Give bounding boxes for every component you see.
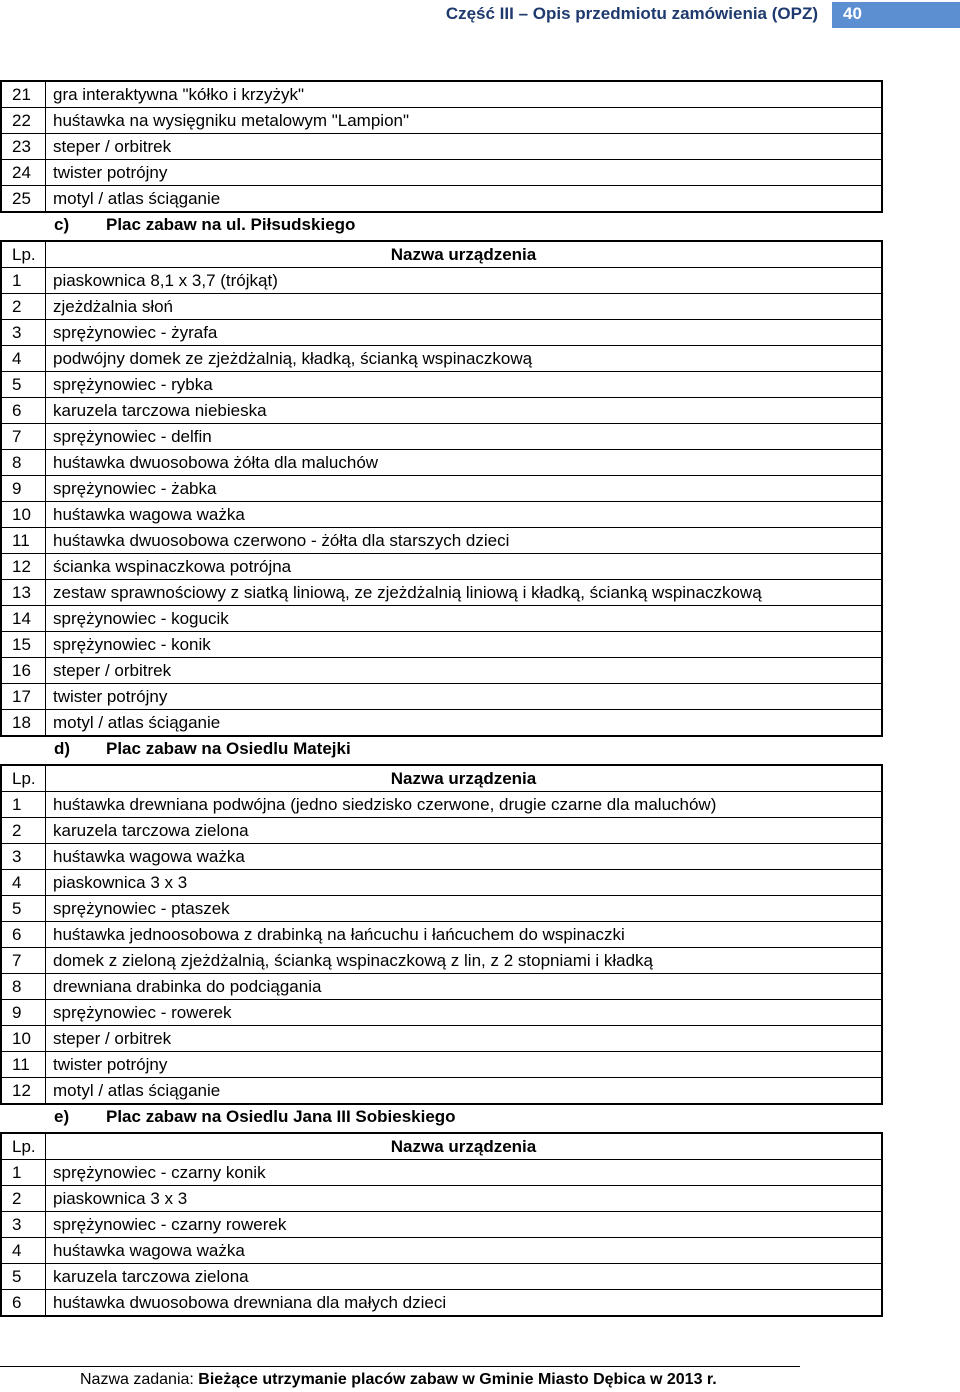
equipment-name: sprężynowiec - konik — [46, 632, 883, 658]
section-title: Plac zabaw na Osiedlu Jana III Sobieskiego — [106, 1107, 456, 1126]
equipment-name: sprężynowiec - kogucik — [46, 606, 883, 632]
table-row — [1, 1000, 882, 1026]
footer-task-name: Bieżące utrzymanie placów zabaw w Gminie Miasto Dębica w 2013 r. — [198, 1371, 717, 1388]
equipment-name: huśtawka dwuosobowa drewniana dla małych dzieci — [46, 1290, 883, 1317]
table-row — [1, 948, 882, 974]
equipment-name: twister potrójny — [46, 160, 883, 186]
equipment-name: zestaw sprawnościowy z siatką liniową, ze zjeżdżalnią liniową i kładką, ścianką wspinaczkową — [46, 580, 883, 606]
row-number: 3 — [1, 320, 46, 346]
equipment-name: piaskownica 3 x 3 — [46, 1186, 883, 1212]
table-row — [1, 1212, 882, 1238]
row-number: 15 — [1, 632, 46, 658]
section-letter: c) — [54, 215, 70, 234]
equipment-name: sprężynowiec - rybka — [46, 372, 883, 398]
page-number-box — [832, 2, 960, 28]
equipment-name: motyl / atlas ściąganie — [46, 710, 883, 737]
table-row — [1, 186, 882, 213]
table-row — [1, 134, 882, 160]
equipment-name: domek z zieloną zjeżdżalnią, ścianką wspinaczkową z lin, z 2 stopniami i kładką — [46, 948, 883, 974]
equipment-name: drewniana drabinka do podciągania — [46, 974, 883, 1000]
section-heading — [0, 1105, 883, 1132]
table-row — [1, 1264, 882, 1290]
table-row — [1, 1052, 882, 1078]
row-number: 10 — [1, 1026, 46, 1052]
row-number: 10 — [1, 502, 46, 528]
row-number: 4 — [1, 870, 46, 896]
equipment-name: sprężynowiec - ptaszek — [46, 896, 883, 922]
row-number: 9 — [1, 1000, 46, 1026]
table-header-row — [1, 1133, 882, 1160]
table-header-row — [1, 765, 882, 792]
equipment-name: huśtawka na wysięgniku metalowym "Lampion" — [46, 108, 883, 134]
row-number: 9 — [1, 476, 46, 502]
equipment-name: huśtawka dwuosobowa żółta dla maluchów — [46, 450, 883, 476]
equipment-name: karuzela tarczowa zielona — [46, 818, 883, 844]
row-number: 1 — [1, 1160, 46, 1186]
equipment-name: sprężynowiec - delfin — [46, 424, 883, 450]
table-row — [1, 870, 882, 896]
equipment-name: huśtawka dwuosobowa czerwono - żółta dla starszych dzieci — [46, 528, 883, 554]
equipment-name: steper / orbitrek — [46, 658, 883, 684]
equipment-table — [0, 80, 883, 213]
equipment-name: motyl / atlas ściąganie — [46, 186, 883, 213]
row-number: 6 — [1, 922, 46, 948]
table-row — [1, 398, 882, 424]
equipment-name: ścianka wspinaczkowa potrójna — [46, 554, 883, 580]
equipment-name: twister potrójny — [46, 684, 883, 710]
section-title: Plac zabaw na Osiedlu Matejki — [106, 739, 351, 758]
page-header — [0, 0, 960, 30]
row-number: 2 — [1, 818, 46, 844]
section-title: Plac zabaw na ul. Piłsudskiego — [106, 215, 356, 234]
row-number: 4 — [1, 346, 46, 372]
equipment-name: piaskownica 3 x 3 — [46, 870, 883, 896]
table-row — [1, 1078, 882, 1105]
row-number: 1 — [1, 792, 46, 818]
row-number: 11 — [1, 1052, 46, 1078]
table-row — [1, 346, 882, 372]
equipment-name: steper / orbitrek — [46, 1026, 883, 1052]
footer-divider — [0, 1366, 800, 1367]
row-number: 5 — [1, 896, 46, 922]
table-row — [1, 896, 882, 922]
column-header-lp: Lp. — [1, 241, 46, 268]
table-row — [1, 268, 882, 294]
table-row — [1, 450, 882, 476]
row-number: 2 — [1, 1186, 46, 1212]
equipment-name: podwójny domek ze zjeżdżalnią, kładką, ścianką wspinaczkową — [46, 346, 883, 372]
row-number: 4 — [1, 1238, 46, 1264]
row-number: 13 — [1, 580, 46, 606]
table-row — [1, 818, 882, 844]
equipment-name: huśtawka wagowa ważka — [46, 1238, 883, 1264]
equipment-table — [0, 240, 883, 737]
table-row — [1, 658, 882, 684]
equipment-name: huśtawka jednoosobowa z drabinką na łańcuchu i łańcuchem do wspinaczki — [46, 922, 883, 948]
row-number: 5 — [1, 372, 46, 398]
document-body — [0, 80, 883, 1317]
equipment-table — [0, 1132, 883, 1317]
equipment-name: huśtawka drewniana podwójna (jedno siedzisko czerwone, drugie czarne dla maluchów) — [46, 792, 883, 818]
table-row — [1, 684, 882, 710]
row-number: 3 — [1, 1212, 46, 1238]
row-number: 6 — [1, 1290, 46, 1317]
row-number: 14 — [1, 606, 46, 632]
column-header-name: Nazwa urządzenia — [46, 241, 883, 268]
equipment-name: huśtawka wagowa ważka — [46, 844, 883, 870]
row-number: 6 — [1, 398, 46, 424]
equipment-name: zjeżdżalnia słoń — [46, 294, 883, 320]
table-row — [1, 1026, 882, 1052]
row-number: 23 — [1, 134, 46, 160]
page-number: 40 — [843, 4, 862, 23]
table-row — [1, 320, 882, 346]
table-row — [1, 974, 882, 1000]
row-number: 8 — [1, 450, 46, 476]
table-row — [1, 606, 882, 632]
document-part-title: Część III – Opis przedmiotu zamówienia (OPZ) — [445, 4, 818, 23]
footer — [80, 1371, 717, 1389]
table-row — [1, 502, 882, 528]
column-header-name: Nazwa urządzenia — [46, 1133, 883, 1160]
row-number: 16 — [1, 658, 46, 684]
table-row — [1, 528, 882, 554]
equipment-name: piaskownica 8,1 x 3,7 (trójkąt) — [46, 268, 883, 294]
column-header-lp: Lp. — [1, 1133, 46, 1160]
footer-label: Nazwa zadania: — [80, 1371, 199, 1388]
row-number: 11 — [1, 528, 46, 554]
table-row — [1, 1160, 882, 1186]
row-number: 21 — [1, 81, 46, 108]
table-row — [1, 81, 882, 108]
equipment-name: karuzela tarczowa niebieska — [46, 398, 883, 424]
section-heading — [0, 737, 883, 764]
equipment-name: sprężynowiec - rowerek — [46, 1000, 883, 1026]
equipment-name: sprężynowiec - czarny konik — [46, 1160, 883, 1186]
column-header-name: Nazwa urządzenia — [46, 765, 883, 792]
table-row — [1, 1290, 882, 1317]
table-row — [1, 554, 882, 580]
equipment-name: sprężynowiec - żyrafa — [46, 320, 883, 346]
row-number: 1 — [1, 268, 46, 294]
table-row — [1, 294, 882, 320]
row-number: 18 — [1, 710, 46, 737]
table-row — [1, 160, 882, 186]
table-row — [1, 476, 882, 502]
row-number: 25 — [1, 186, 46, 213]
section-letter: e) — [54, 1107, 70, 1126]
equipment-name: karuzela tarczowa zielona — [46, 1264, 883, 1290]
row-number: 12 — [1, 1078, 46, 1105]
table-row — [1, 108, 882, 134]
table-row — [1, 922, 882, 948]
equipment-name: steper / orbitrek — [46, 134, 883, 160]
row-number: 22 — [1, 108, 46, 134]
equipment-name: gra interaktywna "kółko i krzyżyk" — [46, 81, 883, 108]
row-number: 7 — [1, 424, 46, 450]
row-number: 17 — [1, 684, 46, 710]
table-row — [1, 792, 882, 818]
table-row — [1, 580, 882, 606]
row-number: 5 — [1, 1264, 46, 1290]
row-number: 3 — [1, 844, 46, 870]
row-number: 24 — [1, 160, 46, 186]
equipment-name: sprężynowiec - czarny rowerek — [46, 1212, 883, 1238]
row-number: 12 — [1, 554, 46, 580]
table-row — [1, 372, 882, 398]
row-number: 7 — [1, 948, 46, 974]
column-header-lp: Lp. — [1, 765, 46, 792]
row-number: 2 — [1, 294, 46, 320]
table-row — [1, 632, 882, 658]
table-row — [1, 1238, 882, 1264]
table-header-row — [1, 241, 882, 268]
equipment-name: twister potrójny — [46, 1052, 883, 1078]
equipment-name: sprężynowiec - żabka — [46, 476, 883, 502]
table-row — [1, 710, 882, 737]
row-number: 8 — [1, 974, 46, 1000]
section-heading — [0, 213, 883, 240]
table-row — [1, 424, 882, 450]
equipment-name: motyl / atlas ściąganie — [46, 1078, 883, 1105]
table-row — [1, 844, 882, 870]
equipment-name: huśtawka wagowa ważka — [46, 502, 883, 528]
equipment-table — [0, 764, 883, 1105]
table-row — [1, 1186, 882, 1212]
section-letter: d) — [54, 739, 71, 758]
